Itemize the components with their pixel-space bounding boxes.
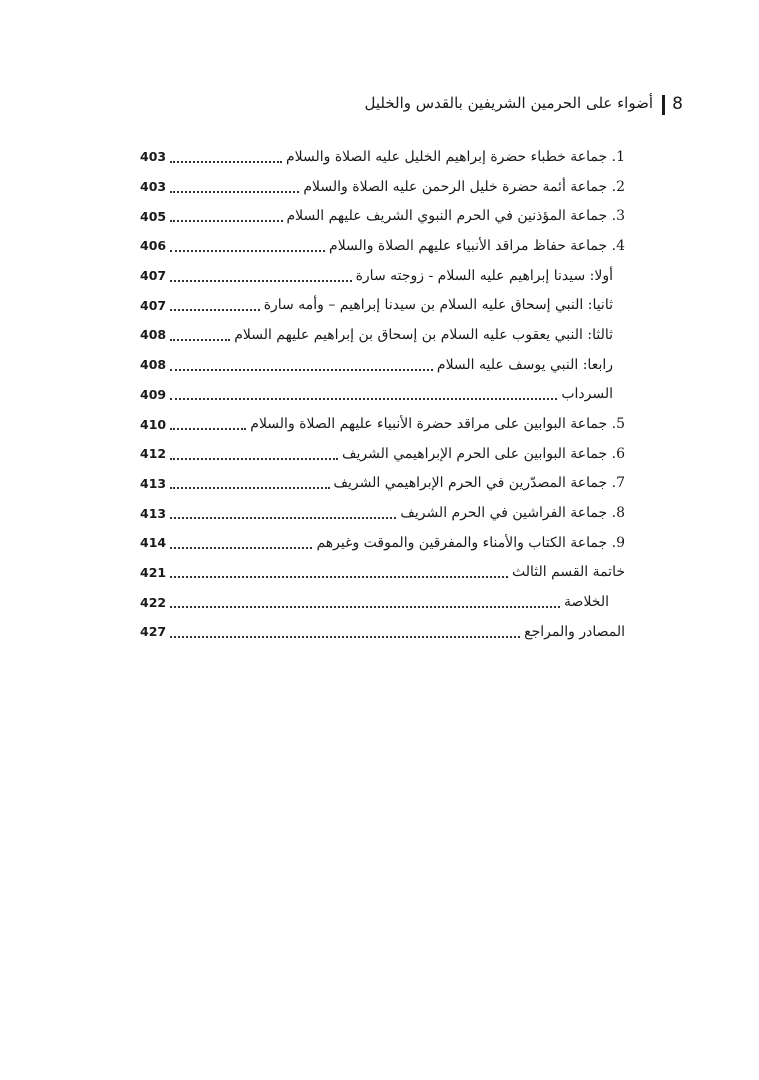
toc-entry — [140, 261, 625, 291]
dot-leader — [170, 206, 282, 222]
toc-entry-title: 9. جماعة الكتاب والأمناء والمفرقين والموقت وغيرهم — [316, 534, 625, 551]
toc-entry-title: رابعا: النبي يوسف عليه السلام — [436, 356, 613, 373]
toc-entry-title: 1. جماعة خطباء حضرة إبراهيم الخليل عليه الصلاة والسلام — [285, 148, 625, 165]
toc-entry-title: أولا: سيدنا إبراهيم عليه السلام - زوجته سارة — [355, 267, 613, 284]
toc-entry-page: 409 — [140, 386, 167, 402]
toc-entry — [140, 617, 625, 647]
dot-leader — [170, 414, 246, 430]
toc-entry — [140, 142, 625, 172]
dot-leader — [170, 473, 329, 489]
toc-entry — [140, 439, 625, 469]
dot-leader — [170, 295, 260, 311]
toc-entry-title: 2. جماعة أئمة حضرة خليل الرحمن عليه الصلاة والسلام — [303, 178, 625, 195]
toc-entry — [140, 528, 625, 558]
toc-entry-page: 407 — [140, 297, 167, 313]
toc-entry-title: 3. جماعة المؤذنين في الحرم النبوي الشريف عليهم السلام — [286, 208, 625, 225]
dot-leader — [170, 592, 560, 608]
toc-entry-page: 403 — [140, 179, 167, 195]
toc-entry-page: 413 — [140, 505, 167, 521]
page-header — [0, 92, 683, 122]
toc-entry-page: 408 — [140, 357, 167, 373]
toc-entry — [140, 201, 625, 231]
toc-entry-title: ثانيا: النبي إسحاق عليه السلام بن سيدنا إبراهيم – وأمه سارة — [263, 297, 613, 314]
dot-leader — [170, 562, 508, 578]
toc-entry-title: 5. جماعة البوابين على مراقد حضرة الأنبياء عليهم الصلاة والسلام — [250, 416, 625, 433]
toc-entry — [140, 587, 625, 617]
toc-entry-title: 6. جماعة البوابين على الحرم الإبراهيمي الشريف — [342, 445, 625, 462]
toc-entry-title: 7. جماعة المصدّرين في الحرم الإبراهيمي الشريف — [333, 475, 625, 492]
toc-entry-page: 407 — [140, 268, 167, 284]
dot-leader — [170, 622, 520, 638]
toc-entry-page: 408 — [140, 327, 167, 343]
dot-leader — [170, 444, 338, 460]
toc-entry — [140, 350, 625, 380]
dot-leader — [170, 384, 557, 400]
toc-entry-page: 406 — [140, 238, 167, 254]
dot-leader — [170, 503, 396, 519]
toc-entry-title: 8. جماعة الفراشين في الحرم الشريف — [400, 505, 625, 522]
toc-entry-title: المصادر والمراجع — [524, 623, 625, 640]
dot-leader — [170, 147, 282, 163]
toc-entry — [140, 380, 625, 410]
toc-entry-page: 405 — [140, 208, 167, 224]
dot-leader — [170, 236, 325, 252]
toc-entry-title: السرداب — [561, 386, 613, 403]
toc-entry — [140, 498, 625, 528]
toc-entry-page: 414 — [140, 535, 167, 551]
dot-leader — [170, 325, 230, 341]
toc-entry — [140, 290, 625, 320]
toc-entry-page: 403 — [140, 149, 167, 165]
dot-leader — [170, 533, 312, 549]
toc-entry — [140, 469, 625, 499]
toc-entry-title: الخلاصة — [564, 594, 609, 611]
table-of-contents — [140, 142, 625, 647]
dot-leader — [170, 266, 351, 282]
toc-entry — [140, 172, 625, 202]
toc-entry-page: 412 — [140, 446, 167, 462]
running-title: أضواء على الحرمين الشريفين بالقدس والخليل — [364, 94, 653, 112]
toc-entry-page: 422 — [140, 594, 167, 610]
toc-entry-title: خاتمة القسم الثالث — [511, 564, 625, 581]
toc-entry — [140, 558, 625, 588]
toc-entry-page: 410 — [140, 416, 167, 432]
toc-entry-title: 4. جماعة حفاظ مراقد الأنبياء عليهم الصلاة والسلام — [329, 237, 625, 254]
toc-entry-page: 427 — [140, 624, 167, 640]
toc-entry-page: 421 — [140, 564, 167, 580]
toc-entry — [140, 231, 625, 261]
toc-entry — [140, 320, 625, 350]
dot-leader — [170, 355, 433, 371]
toc-entry-page: 413 — [140, 475, 167, 491]
toc-entry — [140, 409, 625, 439]
toc-entry-title: ثالثا: النبي يعقوب عليه السلام بن إسحاق بن إبراهيم عليهم السلام — [234, 326, 613, 343]
header-divider — [662, 95, 665, 115]
page-number: 8 — [672, 94, 683, 114]
dot-leader — [170, 177, 299, 193]
